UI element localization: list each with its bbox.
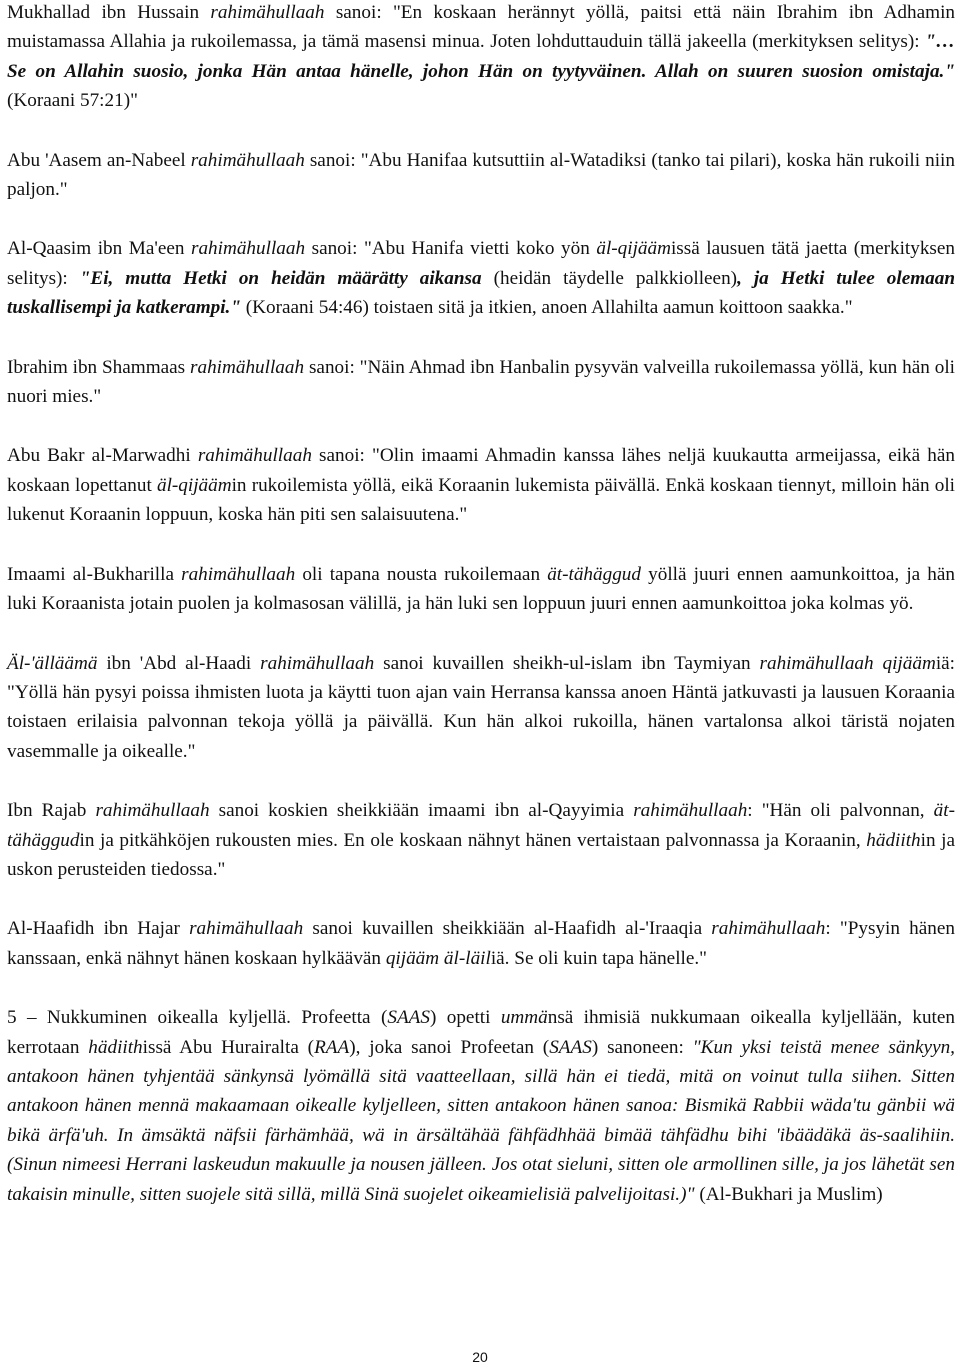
- text-segment: rahimähullaah: [633, 800, 748, 822]
- paragraph-al-qaasim: [7, 234, 955, 322]
- text-segment: Abu Bakr al-Marwadhi: [7, 445, 198, 467]
- text-segment: SAAS: [549, 1036, 592, 1058]
- paragraph-sleeping-right-side: [7, 1003, 955, 1209]
- paragraph-ibn-hajar: [7, 914, 955, 973]
- text-segment: ) opetti: [429, 1007, 501, 1029]
- text-segment: : "Pysyin hänen kanssaan, enkä nähnyt hänen koskaan hylkäävän: [7, 918, 955, 969]
- text-segment: Äl-'älläämä: [7, 652, 98, 674]
- text-segment: sanoi kuvaillen sheikkiään al-Haafidh al-'Iraaqia: [303, 918, 712, 940]
- paragraph-abu-bakr: [7, 441, 955, 529]
- text-segment: ät-tähäggud: [547, 563, 641, 585]
- text-segment: "Ei, mutta Hetki on heidän määrätty aikansa: [79, 267, 482, 289]
- text-segment: yöllä juuri ennen aamunkoittoa, ja hän luki Koraanista jotain puolen ja kolmasosan välillä, ja hän luki sen loppuun juuri ennen aamunkoittoa joka kolmas yö.: [7, 563, 956, 615]
- page-number: 20: [472, 1349, 488, 1365]
- text-segment: hädiith: [88, 1036, 143, 1058]
- text-segment: rahimähullaah: [197, 445, 312, 467]
- text-segment: (Al-Bukhari ja Muslim): [694, 1183, 883, 1205]
- paragraph-ibn-abd-al-haadi: [7, 649, 955, 767]
- text-segment: : "Hän oli palvonnan,: [747, 800, 934, 822]
- paragraph-abu-aasem: [7, 146, 955, 205]
- text-segment: sanoi kuvaillen sheikh-ul-islam ibn Taymiyan: [374, 652, 760, 674]
- text-segment: rahimähullaah: [95, 800, 210, 822]
- text-segment: Mukhallad ibn Hussain: [7, 2, 211, 23]
- text-segment: rahimähullaah: [210, 2, 325, 23]
- text-segment: ät-tähäggud: [7, 800, 955, 851]
- paragraph-ibrahim-ibn-shammaas: [7, 353, 955, 412]
- text-segment: iä: "Yöllä hän pysyi poissa ihmisten luota ja käytti tuon ajan vain Herransa kanssa anoen Häntä jatkuvasti ja lausuen Koraania toistaen erilaisia palvonnan tekoja yöllä ja päivällä. Kun hän alkoi rukoilla, hänen vartalonsa alkoi täristä nojaten vasemmalle ja oikealle.": [7, 652, 955, 762]
- text-segment: ) sanoneen:: [591, 1036, 693, 1058]
- text-segment: (Koraani 57:21)": [7, 90, 138, 112]
- text-segment: Al-Haafidh ibn Hajar: [7, 918, 190, 940]
- text-segment: 5 – Nukkuminen oikealla kyljellä. Profeetta (: [7, 1007, 388, 1029]
- text-segment: nsä ihmisiä nukkumaan oikealla kyljellään, kuten kerrotaan: [7, 1007, 956, 1058]
- text-segment: rahimähullaah: [189, 918, 304, 940]
- text-segment: rahimähullaah: [711, 918, 826, 940]
- paragraph-mukhallad: [7, 0, 955, 116]
- document-page: [7, 0, 955, 1239]
- text-segment: RAA: [314, 1036, 350, 1058]
- text-segment: rahimähullaah qijääm: [759, 652, 936, 674]
- text-segment: rahimähullaah: [190, 149, 305, 171]
- text-segment: qijääm äl-läil: [385, 947, 491, 969]
- text-segment: issä lausuen tätä jaetta (merkityksen selitys):: [7, 238, 955, 289]
- text-segment: ), joka sanoi Profeetan (: [349, 1036, 550, 1058]
- text-segment: "…Se on Allahin suosio, jonka Hän antaa hänelle, johon Hän on tyytyväinen. Allah on suuren suosion omistaja.": [7, 31, 955, 82]
- text-segment: sanoi: "Olin imaami Ahmadin kanssa lähes neljä kuukautta armeijassa, eikä hän koskaan lopettanut: [7, 445, 956, 496]
- text-segment: rahimähullaah: [190, 356, 305, 378]
- text-segment: sanoi koskien sheikkiään imaami ibn al-Qayyimia: [209, 800, 634, 822]
- text-segment: Imaami al-Bukharilla: [7, 563, 182, 585]
- text-segment: Ibn Rajab: [7, 800, 96, 822]
- paragraph-al-bukhari: [7, 560, 955, 619]
- text-segment: sanoi: "Abu Hanifa vietti koko yön: [305, 238, 597, 260]
- text-segment: iä. Se oli kuin tapa hänelle.": [490, 947, 707, 969]
- text-segment: Abu 'Aasem an-Nabeel: [7, 149, 191, 171]
- text-segment: rahimähullaah: [190, 238, 306, 260]
- text-segment: (Koraani 54:46) toistaen sitä ja itkien, anoen Allahilta aamun koittoon saakka.": [241, 297, 853, 319]
- text-segment: Ibrahim ibn Shammaas: [7, 356, 191, 378]
- text-segment: , ja Hetki tulee olemaan tuskallisempi ja katkerampi.": [7, 267, 955, 319]
- text-segment: in ja pitkähköjen rukousten mies. En ole koskaan nähnyt hänen vertaistaan palvonnassa ja Koraanin,: [79, 829, 867, 851]
- text-segment: ibn 'Abd al-Haadi: [97, 652, 261, 674]
- text-segment: in ja uskon perusteiden tiedossa.": [7, 829, 955, 880]
- text-segment: äl-qijääm: [596, 238, 671, 260]
- text-segment: hädiith: [866, 829, 921, 851]
- paragraph-ibn-rajab: [7, 796, 955, 884]
- text-segment: sanoi: "Abu Hanifaa kutsuttiin al-Watadiksi (tanko tai pilari), koska hän rukoili niin paljon.": [7, 149, 955, 201]
- text-segment: ummä: [500, 1007, 548, 1029]
- text-segment: sanoi: "Näin Ahmad ibn Hanbalin pysyvän valveilla rukoilemassa yöllä, kun hän oli nuori mies.": [7, 356, 955, 408]
- text-segment: "Kun yksi teistä menee sänkyyn, antakoon hänen tyhjentää sänkynsä lyömällä sitä vaatteellaan, sillä hän ei tiedä, mitä on voinut tulla siihen. Sitten antakoon hänen mennä makaamaan oikealle kyljelleen, sitten antakoon hänen sanoa: Bismikä Rabbii wäda'tu gänbii wä bikä ärfä'uh. In ämsäktä näfsii färhämhää, wä in ärsältähää fähfädhhää bimää tähfädhu bihi 'ibäädäkä äs-saalihiin. (Sinun nimeesi Herrani laskeudun makuulle ja nousen jälleen. Jos otat sieluni, sitten ole armollinen sille, ja jos lähetät sen takaisin minulle, sitten suojele sitä sillä, millä Sinä suojelet oikeamielisiä palvelijoitasi.)": [7, 1036, 955, 1205]
- text-segment: äl-qijääm: [156, 474, 232, 496]
- text-segment: Al-Qaasim ibn Ma'een: [7, 238, 191, 260]
- text-segment: issä Abu Hurairalta (: [142, 1036, 315, 1058]
- text-segment: sanoi: "En koskaan herännyt yöllä, paitsi että näin Ibrahim ibn Adhamin muistamassa Allahia ja rukoilemassa, ja tämä masensi minua. Joten lohduttauduin tällä jakeella (merkityksen selitys):: [7, 2, 955, 53]
- text-segment: oli tapana nousta rukoilemaan: [295, 563, 548, 585]
- text-segment: rahimähullaah: [181, 563, 296, 585]
- text-segment: SAAS: [387, 1007, 430, 1029]
- text-segment: rahimähullaah: [260, 652, 375, 674]
- text-segment: (heidän täydelle palkkiolleen): [481, 267, 738, 289]
- text-segment: in rukoilemista yöllä, eikä Koraanin lukemista päivällä. Enkä koskaan tiennyt, milloin hän oli lukenut Koraanin loppuun, koska hän piti sen salaisuutena.": [7, 474, 955, 526]
